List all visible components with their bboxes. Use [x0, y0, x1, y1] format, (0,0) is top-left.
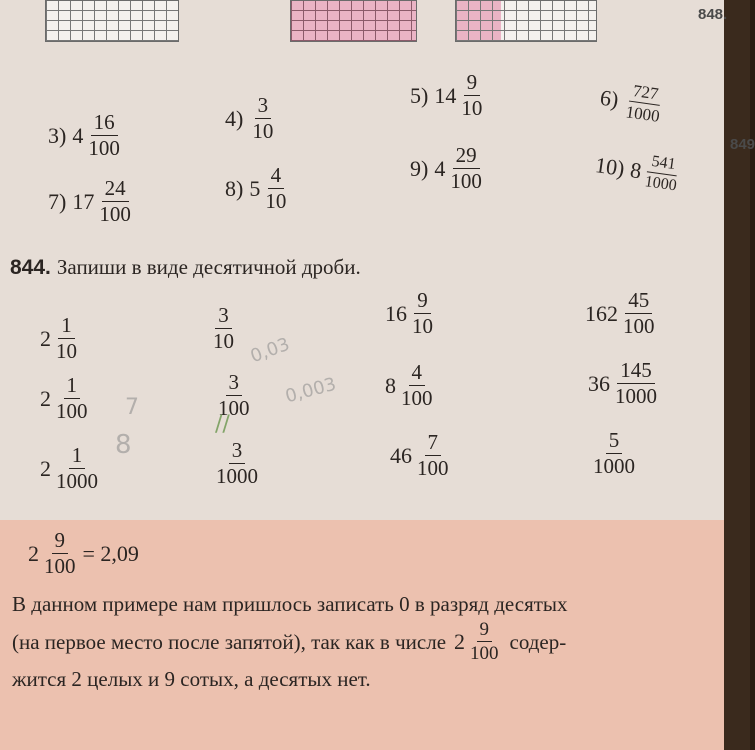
- exercise-header: [10, 255, 361, 280]
- ex-item-12: $\frac{5}{1000}$: [593, 428, 635, 478]
- prev-item-8: 8) 5 $\frac{4}{10}$: [225, 163, 287, 213]
- grid-illustration-1: [45, 0, 179, 42]
- exercise-title: Запиши в виде десятичной дроби.: [56, 255, 361, 279]
- ex-item-9: 2 $\frac{1}{1000}$: [40, 443, 98, 493]
- pencil-note-2: 0,003: [283, 373, 339, 408]
- exercise-number-849: 849: [730, 136, 755, 153]
- ex-item-3: 16 $\frac{9}{10}$: [385, 288, 433, 338]
- ex-item-11: 46 $\frac{7}{100}$: [390, 430, 449, 480]
- ex-item-2: $\frac{3}{10}$: [213, 303, 234, 353]
- prev-item-9: 9) 4 $\frac{29}{100}$: [410, 143, 482, 193]
- pencil-note-3: 8: [115, 430, 132, 460]
- explanation-line-1: В данном примере нам пришлось записать 0 в разряд десятых: [12, 592, 568, 616]
- prev-item-5: 5) 14 $\frac{9}{10}$: [410, 70, 483, 120]
- prev-item-3: 3) 4 $\frac{16}{100}$: [48, 110, 120, 160]
- exercise-number-848: 848.: [698, 6, 728, 23]
- example-explanation: [12, 588, 712, 695]
- explanation-line-2: (на первое место после запятой), так как в числе 2 $\frac{9}{100}$ содер-: [12, 619, 567, 664]
- exercise-number: 844.: [10, 256, 51, 279]
- grid-illustration-2: [290, 0, 417, 42]
- ex-item-10: $\frac{3}{1000}$: [216, 438, 258, 488]
- ex-item-7: 8 $\frac{4}{100}$: [385, 360, 433, 410]
- green-pen-mark: //: [215, 412, 230, 437]
- ex-item-4: 162 $\frac{45}{100}$: [585, 288, 655, 338]
- ex-item-1: 2 $\frac{1}{10}$: [40, 313, 77, 363]
- pencil-note-4: 7: [125, 395, 139, 420]
- prev-item-4: 4) $\frac{3}{10}$: [225, 93, 274, 143]
- prev-item-6: 6) $\frac{727}{1000}$: [598, 81, 661, 126]
- book-edge: [724, 0, 750, 750]
- explanation-line-3: жится 2 целых и 9 сотых, а десятых нет.: [12, 667, 371, 691]
- ex-item-8: 36 $\frac{145}{1000}$: [588, 358, 657, 408]
- ex-item-5: 2 $\frac{1}{100}$: [40, 373, 88, 423]
- prev-item-10: 10) 8 $\frac{541}{1000}$: [593, 151, 678, 195]
- example-equation: 2 $\frac{9}{100}$ = 2,09: [28, 528, 139, 578]
- grid-illustration-3: [455, 0, 597, 42]
- ex-item-6: $\frac{3}{100}$: [218, 370, 250, 420]
- prev-item-7: 7) 17 $\frac{24}{100}$: [48, 176, 131, 226]
- pencil-note-1: 0,03: [247, 333, 293, 368]
